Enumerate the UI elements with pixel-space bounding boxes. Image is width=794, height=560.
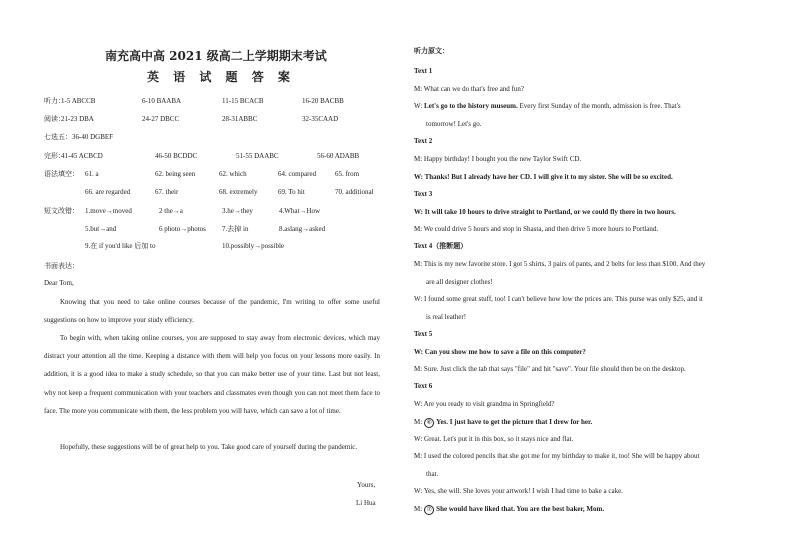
transcript-column [402,0,794,560]
answer-item: 69. To hit [278,188,305,196]
dialogue-line: W: Great. Let's put it in this box, so it stays nice and flat. [414,435,574,443]
letter-paragraph: Hopefully, these suggestions will be of great help to you. Take good care of yourself during the pandemic. [60,443,358,451]
text-heading: Text 1 [414,67,433,75]
answer-group: 56-60 ADABB [317,152,360,160]
writing-label: 书面表达： [44,262,79,270]
answer-item: 4.What→How [279,207,321,215]
answer-item: 62. being seen [155,170,196,178]
dialogue-line: M: ⑦ She would have liked that. You are the best baker, Mom. [414,505,605,513]
answer-item: 70. additional [335,188,374,196]
answer-item: 65. from [335,170,360,178]
question-marker: ⑥ [424,418,434,428]
answer-item: 61. a [85,170,99,178]
dialogue-line: W: Can you show me how to save a file on this computer? [414,348,586,356]
letter-paragraph: Knowing that you need to take online courses because of the pandemic, I'm writing to offer some useful suggestions on how to improve your study efficiency. [44,298,380,325]
dialogue-line: M: I used the colored pencils that she got me for my birthday to make it, too! She will be happy about [414,452,700,460]
reading-label: 阅读： [44,115,65,123]
dialogue-line: M: What can we do that's free and fun? [414,85,524,93]
grammar-label: 语法填空： [44,170,79,178]
answer-item: 1.move→moved [85,207,132,215]
answer-item: 67. their [155,188,179,196]
answer-key-title: 英 语 试 题 答 案 [147,70,295,84]
answer-group: 16-20 BACBB [302,97,344,105]
answer-group: 6-10 BAABA [142,97,182,105]
answer-group: 11-15 BCACB [222,97,264,105]
answer-item: 7.去掉 in [222,225,249,233]
correction-label: 短文改错： [44,207,79,215]
dialogue-line: W: Are you ready to visit grandma in Springfield? [414,400,555,408]
answer-item: 3.he→they [222,207,253,215]
answer-group: 1-5 ABCCB [61,97,96,105]
dialogue-line: M: This is my new favorite store. I got 5 shirts, 3 pairs of pants, and 2 belts for less than $100. And they [414,260,706,268]
dialogue-line: W: It will take 10 hours to drive straight to Portland, or we could fly there in two hours. [414,208,676,216]
dialogue-continuation: tomorrow! Let's go. [426,120,482,128]
answer-group: 51-55 DAABC [236,152,279,160]
dialogue-continuation: that. [426,470,439,478]
answer-item: 68. extremely [219,188,258,196]
dialogue-line: W: Yes, she will. She loves your artwork! I wish I had time to bake a cake. [414,487,623,495]
answer-group: 24-27 DBCC [142,115,180,123]
answer-group: 28-31ABBC [222,115,258,123]
dialogue-continuation: are all designer clothes! [426,278,493,286]
letter-paragraph: To begin with, when taking online courses, you are supposed to stay away from electronic devices, which may distract your attention all the time. Keeping a distance with them will help you focus on your lessons more easily. In addition, it is a good idea to make a study schedule, so that you can make better use of your time. Last but not least, why not keep a frequent communication with your teachers and classmates even though you can not meet them face to face. The more you communicate with them, the less problem you will have, which can save a lot of time. [44,334,380,415]
answer-item: 6 photo→photos [159,225,206,233]
dialogue-continuation: is real leather! [426,313,467,321]
dialogue-line: M: Happy birthday! I bought you the new Taylor Swift CD. [414,155,582,163]
letter-signature: Li Hua [356,499,376,507]
dialogue-line: M: We could drive 5 hours and stop in Shasta, and then drive 5 more hours to Portland. [414,225,659,233]
letter-closing: Yours, [357,481,376,489]
dialogue-line: M: ⑥ Yes. I just have to get the picture that I drew for her. [414,418,593,426]
answer-item: 66. are regarded [85,188,131,196]
text-heading: Text 2 [414,137,433,145]
answer-item: 10.possibly→possible [222,242,285,250]
cloze-label: 完形： [44,152,65,160]
text-heading: Text 6 [414,382,433,390]
school-exam-title: 南充高中高 2021 级高二上学期期末考试 [105,49,327,63]
text-heading: Text 5 [414,330,433,338]
answer-group: 46-50 BCDDC [155,152,198,160]
answer-group: 41-45 ACBCD [61,152,103,160]
answer-item: 5.but→and [85,225,117,233]
answer-item: 64. compared [278,170,317,178]
dialogue-line: W: Let's go to the history museum. Every first Sunday of the month, admission is free. That's [414,102,681,110]
dialogue-line: W: I found some great stuff, too! I can't believe how low the prices are. This purse was only $25, and it [414,295,703,303]
answer-group: 32-35CAAD [302,115,339,123]
text-heading: Text 3 [414,190,433,198]
answer-item: 8.aslang→asked [279,225,326,233]
letter-salutation: Dear Tom, [44,279,74,287]
answer-group: 21-23 DBA [61,115,94,123]
answer-item: 62. which [219,170,247,178]
dialogue-line: W: Thanks! But I already have her CD. I will give it to my sister. She will be so excited. [414,173,673,181]
listening-label: 听力： [44,97,65,105]
seven-choose-five: 七选五：36-40 DGBEF [44,133,114,141]
answer-item: 2 the→a [159,207,183,215]
answer-item: 9.在 if you'd like 后加 to [85,242,156,250]
transcript-label: 听力原文： [414,47,449,55]
question-marker: ⑦ [424,505,434,515]
text-heading: Text 4（推断题） [414,242,468,250]
dialogue-line: M: Sure. Just click the tab that says "file" and hit "save". Your file should then be on the desktop. [414,365,686,373]
